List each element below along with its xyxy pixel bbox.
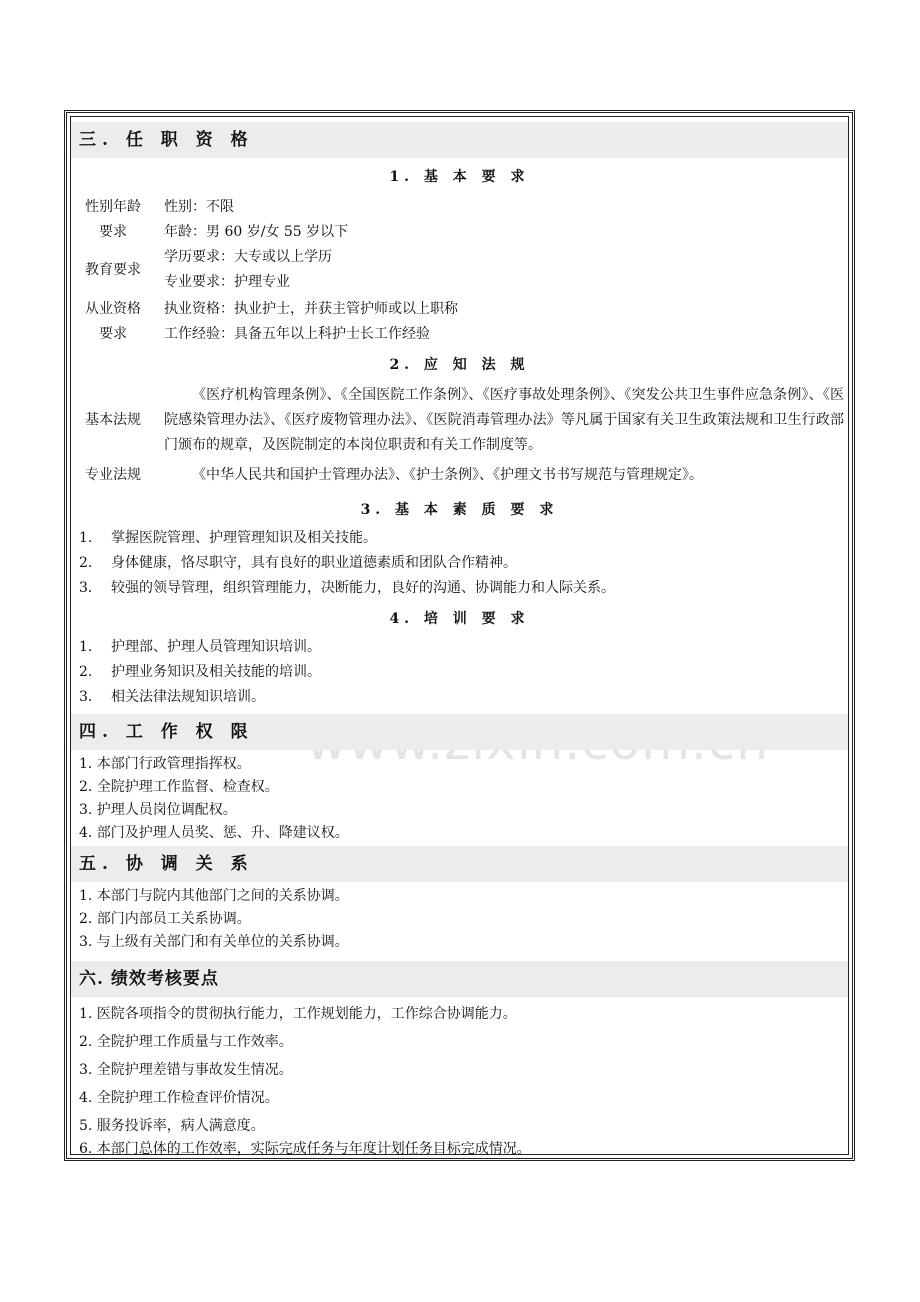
label-education: 教育要求 bbox=[85, 262, 141, 278]
document-frame bbox=[64, 110, 855, 1161]
document-body bbox=[70, 116, 849, 1155]
list-item: 1. 医院各项指令的贯彻执行能力，工作规划能力，工作综合协调能力。 bbox=[79, 1006, 517, 1022]
list-item: 3. 与上级有关部门和有关单位的关系协调。 bbox=[79, 934, 349, 950]
list-item: 2. 护理业务知识及相关技能的培训。 bbox=[79, 664, 321, 680]
value-age: 年龄：男 60 岁/女 55 岁以下 bbox=[164, 224, 349, 240]
value-gender: 性别：不限 bbox=[164, 199, 234, 215]
label-qualification: 从业资格 bbox=[85, 301, 141, 317]
list-item: 3. 全院护理差错与事故发生情况。 bbox=[79, 1062, 293, 1078]
label-professional-laws: 专业法规 bbox=[85, 467, 141, 483]
subsection-laws-title: 2. 应 知 法 规 bbox=[389, 357, 530, 373]
value-experience: 工作经验：具备五年以上科护士长工作经验 bbox=[164, 326, 430, 342]
list-item: 4. 部门及护理人员奖、惩、升、降建议权。 bbox=[79, 825, 349, 841]
list-item: 2. 身体健康，恪尽职守，具有良好的职业道德素质和团队合作精神。 bbox=[79, 555, 517, 571]
list-item: 2. 部门内部员工关系协调。 bbox=[79, 911, 251, 927]
text-professional-laws: 《中华人民共和国护士管理办法》、《护士条例》、《护理文书书写规范与管理规定》。 bbox=[192, 467, 703, 483]
label-basic-laws: 基本法规 bbox=[85, 412, 141, 428]
label-requirement: 要求 bbox=[99, 224, 127, 240]
section-4-title: 四. 工 作 权 限 bbox=[71, 714, 848, 750]
list-item: 2. 全院护理工作监督、检查权。 bbox=[79, 779, 279, 795]
section-5-title: 五. 协 调 关 系 bbox=[71, 846, 848, 882]
list-item: 1. 护理部、护理人员管理知识培训。 bbox=[79, 639, 321, 655]
section-6-title: 六. 绩效考核要点 bbox=[71, 961, 848, 997]
list-item: 5. 服务投诉率，病人满意度。 bbox=[79, 1118, 265, 1134]
list-item: 3. 较强的领导管理，组织管理能力，决断能力，良好的沟通、协调能力和人际关系。 bbox=[79, 580, 615, 596]
label-gender-age: 性别年龄 bbox=[85, 199, 141, 215]
value-license: 执业资格：执业护士，并获主管护师或以上职称 bbox=[164, 301, 458, 317]
list-item: 3. 护理人员岗位调配权。 bbox=[79, 802, 237, 818]
list-item: 2. 全院护理工作质量与工作效率。 bbox=[79, 1034, 293, 1050]
subsection-training-title: 4. 培 训 要 求 bbox=[389, 611, 530, 627]
list-item: 1. 本部门与院内其他部门之间的关系协调。 bbox=[79, 888, 349, 904]
list-item: 3. 相关法律法规知识培训。 bbox=[79, 689, 265, 705]
list-item: 1. 掌握医院管理、护理管理知识及相关技能。 bbox=[79, 530, 377, 546]
label-requirement: 要求 bbox=[99, 326, 127, 342]
list-item: 6. 本部门总体的工作效率，实际完成任务与年度计划任务目标完成情况。 bbox=[79, 1141, 531, 1157]
value-major: 专业要求：护理专业 bbox=[164, 274, 290, 290]
list-item: 1. 本部门行政管理指挥权。 bbox=[79, 756, 251, 772]
list-item: 4. 全院护理工作检查评价情况。 bbox=[79, 1090, 279, 1106]
subsection-quality-title: 3. 基 本 素 质 要 求 bbox=[360, 502, 559, 518]
subsection-basic-title: 1. 基 本 要 求 bbox=[389, 169, 530, 185]
value-degree: 学历要求：大专或以上学历 bbox=[164, 249, 332, 265]
section-3-title: 三. 任 职 资 格 bbox=[71, 122, 848, 158]
text-basic-laws: 《医疗机构管理条例》、《全国医院工作条例》、《医疗事故处理条例》、《突发公共卫生事件应急条例》、《医院感染管理办法》、《医疗废物管理办法》、《医院消毒管理办法》等凡属于国家有关卫生政策法规和卫生行政部门颁布的规章，及医院制定的本岗位职责和有关工作制度等。 bbox=[164, 387, 844, 453]
